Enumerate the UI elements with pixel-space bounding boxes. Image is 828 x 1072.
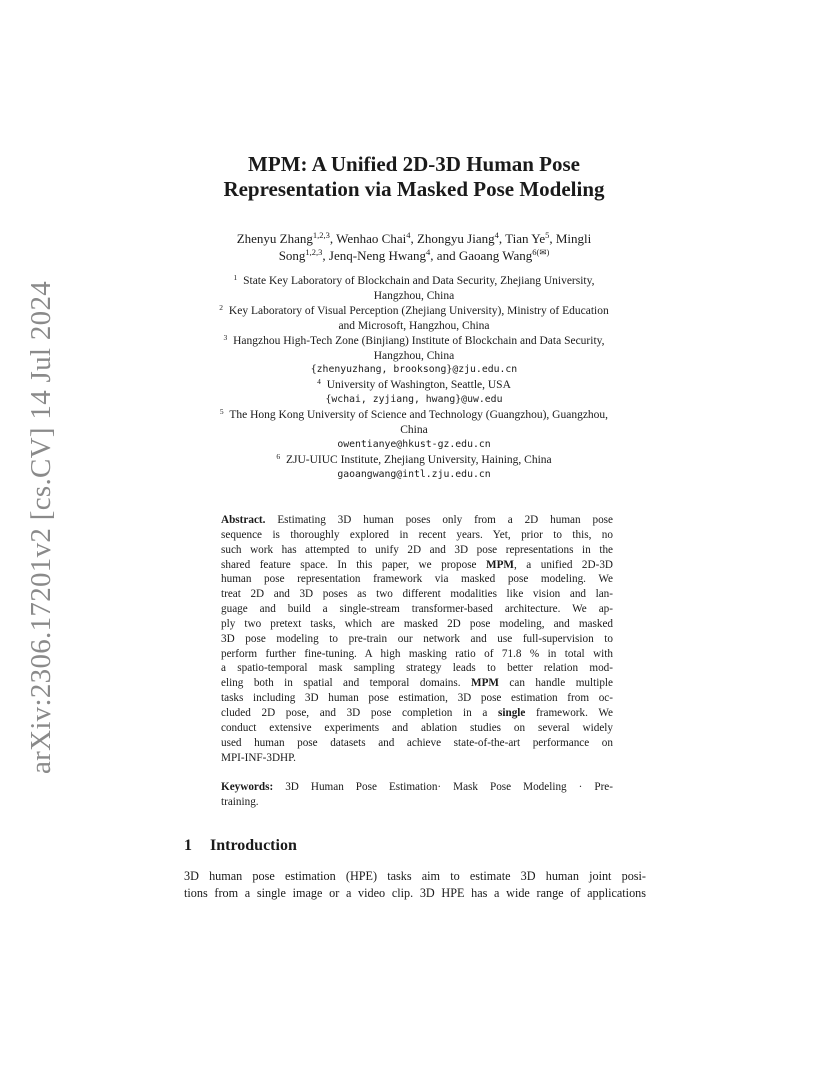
section-heading-introduction [184, 837, 297, 855]
author-affil-sup: 6(✉) [532, 247, 550, 257]
author-affil-sup: 5 [545, 230, 550, 240]
section-number: 1 [184, 837, 192, 854]
author-affil-sup: 1,2,3 [305, 247, 323, 257]
abstract [221, 513, 613, 765]
abstract-text: can handle multiple [498, 677, 613, 690]
author-affil-sup: 4 [426, 247, 431, 257]
keywords [221, 780, 613, 810]
abstract-text: cluded 2D pose, and 3D pose completion in a [221, 706, 499, 719]
abstract-text: framework. We [525, 706, 613, 719]
abstract-line: treat 2D and 3D poses as two different modalities like vision and lan- [221, 588, 613, 601]
title-line-2: Representation via Masked Pose Modeling [223, 177, 605, 201]
abstract-text: Estimating 3D human poses only from a 2D human pose [265, 514, 613, 526]
affil-text: University of Washington, Seattle, USA [326, 379, 511, 392]
abstract-line: 3D pose modeling to pre-train our network and use full-supervision to [221, 632, 613, 645]
abstract-line: such work has attempted to unify 2D and 3D pose representations in the [221, 543, 613, 556]
abstract-line: human pose representation framework via masked pose modeling. We [221, 573, 613, 586]
keywords-text: 3D Human Pose Estimation· Mask Pose Modeling · Pre- [273, 781, 613, 793]
abstract-line [221, 706, 613, 721]
affil-number: 5 [219, 407, 224, 417]
abstract-line [221, 676, 613, 691]
abstract-line: used human pose datasets and achieve state-of-the-art performance on [221, 736, 613, 749]
affil-text: and Microsoft, Hangzhou, China [338, 319, 490, 332]
affil-text: Hangzhou High-Tech Zone (Binjiang) Institute of Blockchain and Data Security, [233, 334, 605, 347]
author-name: , Wenhao Chai [329, 231, 407, 246]
affil-number: 2 [219, 302, 224, 312]
email-uw[interactable]: {wchai, zyjiang, hwang}@uw.edu [325, 394, 503, 406]
author-name: , Mingli [549, 231, 592, 246]
abstract-text: , a unified 2D-3D [513, 558, 614, 571]
emphasis: single [498, 706, 526, 719]
abstract-text: shared feature space. In this paper, we propose [221, 558, 487, 571]
keywords-line [221, 780, 613, 795]
affiliation-5 [150, 408, 678, 423]
affil-number: 3 [223, 332, 228, 342]
affiliation-list [150, 274, 678, 483]
section-title: Introduction [210, 837, 297, 854]
affiliation-3 [150, 334, 678, 349]
authors-line-1 [150, 230, 678, 247]
affiliation-4 [150, 378, 678, 393]
body-line: tions from a single image or a video clip. 3D HPE has a wide range of applications [184, 885, 646, 900]
affiliation-2 [150, 304, 678, 319]
author-name: Zhenyu Zhang [236, 231, 313, 246]
email-intl-zju[interactable]: gaoangwang@intl.zju.edu.cn [337, 468, 491, 480]
abstract-line: MPI-INF-3DHP. [221, 751, 296, 764]
email-zju[interactable]: {zhenyuzhang, brooksong}@zju.edu.cn [310, 364, 518, 376]
affil-text: Key Laboratory of Visual Perception (Zhejiang University), Ministry of Education [228, 304, 609, 317]
affiliation-6 [150, 453, 678, 468]
abstract-line: guage and build a single-stream transformer-based architecture. We ap- [221, 603, 613, 616]
author-affil-sup: 4 [494, 230, 499, 240]
paper-title [150, 152, 678, 202]
abstract-line: conduct extensive experiments and ablation studies on several widely [221, 721, 613, 734]
affil-text: The Hong Kong University of Science and Technology (Guangzhou), Guangzhou, [229, 409, 609, 422]
author-name: , Jenq-Neng Hwang [322, 248, 427, 263]
email-hkust[interactable]: owentianye@hkust-gz.edu.cn [337, 438, 491, 450]
author-affil-sup: 4 [406, 230, 411, 240]
affil-text: China [400, 424, 428, 437]
author-name: Song [278, 248, 306, 263]
affil-number: 6 [276, 451, 281, 461]
method-name: MPM [471, 677, 499, 690]
abstract-line: perform further fine-tuning. A high masking ratio of 71.8 % in total with [221, 647, 613, 660]
body-line: 3D human pose estimation (HPE) tasks aim to estimate 3D human joint posi- [184, 869, 646, 883]
arxiv-sidebar-stamp [22, 280, 62, 774]
author-name: , Tian Ye [498, 231, 546, 246]
method-name: MPM [486, 558, 514, 571]
author-list [150, 230, 678, 264]
affil-number: 4 [317, 377, 321, 387]
affiliation-1 [150, 274, 678, 289]
author-name: , Zhongyu Jiang [410, 231, 495, 246]
abstract-text: eling both in spatial and temporal domains. [221, 677, 472, 690]
affil-text: Hangzhou, China [373, 349, 455, 362]
abstract-line [221, 513, 613, 528]
authors-line-2 [150, 247, 678, 264]
affil-text: Hangzhou, China [373, 289, 455, 302]
abstract-line: sequence is thoroughly explored in recent years. Yet, prior to this, no [221, 528, 613, 541]
abstract-label: Abstract. [221, 514, 266, 526]
author-name: , and Gaoang Wang [430, 248, 533, 263]
affil-text: ZJU-UIUC Institute, Zhejiang University, Haining, China [285, 453, 552, 466]
arxiv-identifier: arXiv:2306.17201v2 [cs.CV] 14 Jul 2024 [25, 280, 58, 774]
affil-number: 1 [233, 273, 238, 282]
abstract-line: tasks including 3D human pose estimation, 3D pose estimation from oc- [221, 692, 613, 705]
affil-text: State Key Laboratory of Blockchain and Data Security, Zhejiang University, [243, 275, 595, 287]
introduction-body [184, 868, 646, 901]
author-affil-sup: 1,2,3 [312, 230, 330, 240]
abstract-line: ply two pretext tasks, which are masked 2D pose modeling, and masked [221, 617, 613, 630]
keywords-label: Keywords: [221, 781, 274, 793]
abstract-line [221, 558, 613, 573]
keywords-line: training. [221, 795, 259, 808]
title-line-1: MPM: A Unified 2D-3D Human Pose [248, 152, 580, 176]
abstract-line: a spatio-temporal mask sampling strategy leads to better relation mod- [221, 662, 613, 675]
